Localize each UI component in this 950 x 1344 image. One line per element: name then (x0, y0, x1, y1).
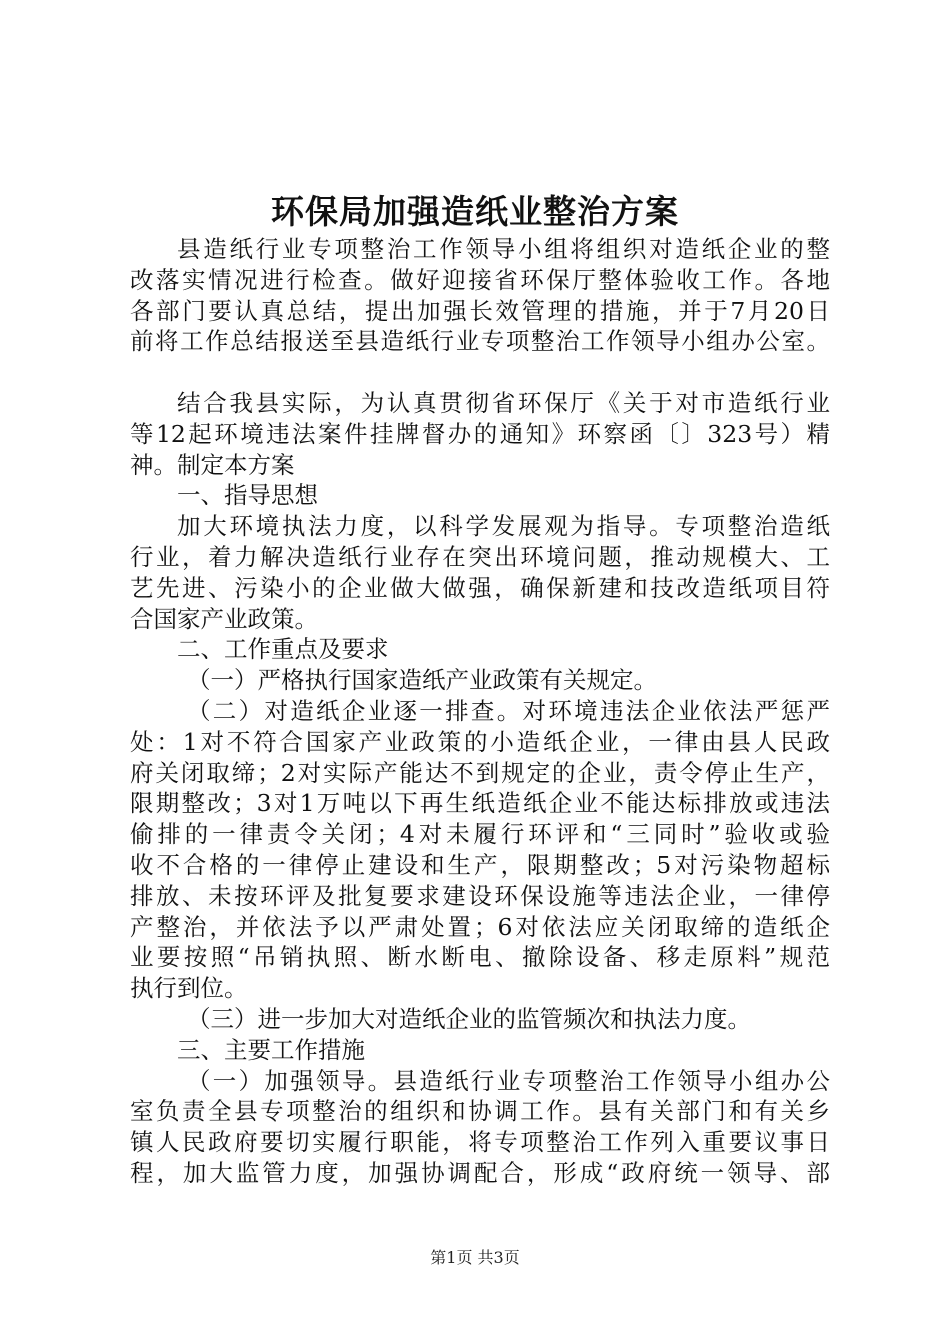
paragraph-line: 排放、未按环评及批复要求建设环保设施等违法企业，一律停 (130, 881, 830, 910)
document-body (130, 234, 830, 1189)
subsection-line: （三）进一步加大对造纸企业的监管频次和执法力度。 (187, 1004, 751, 1033)
subsection-line: （二）对造纸企业逐一排查。对环境违法企业依法严惩严 (187, 696, 830, 725)
section-heading: 三、主要工作措施 (177, 1035, 365, 1064)
document-title: 环保局加强造纸业整治方案 (271, 192, 679, 231)
paragraph-line: 艺先进、污染小的企业做大做强，确保新建和技改造纸项目符 (130, 573, 830, 602)
paragraph-line: 前将工作总结报送至县造纸行业专项整治工作领导小组办公室。 (130, 327, 830, 356)
paragraph-line: 程，加大监管力度，加强协调配合，形成“政府统一领导、部 (130, 1158, 830, 1187)
section-heading: 一、指导思想 (177, 481, 318, 510)
section-heading: 二、工作重点及要求 (177, 635, 389, 664)
subsection-line: （一）严格执行国家造纸产业政策有关规定。 (187, 666, 657, 695)
paragraph-line: 镇人民政府要切实履行职能，将专项整治工作列入重要议事日 (130, 1128, 830, 1157)
paragraph-line: 加大环境执法力度，以科学发展观为指导。专项整治造纸 (177, 512, 830, 541)
paragraph-line: 执行到位。 (130, 974, 248, 1003)
paragraph-line: 处：1对不符合国家产业政策的小造纸企业，一律由县人民政 (130, 727, 830, 756)
paragraph-line: 等12起环境违法案件挂牌督办的通知》环察函〔〕323号）精 (130, 419, 830, 448)
paragraph-line: 改落实情况进行检查。做好迎接省环保厅整体验收工作。各地 (130, 265, 830, 294)
paragraph-line: 各部门要认真总结，提出加强长效管理的措施，并于7月20日 (130, 296, 830, 325)
paragraph-line: 收不合格的一律停止建设和生产，限期整改；5对污染物超标 (130, 850, 830, 879)
paragraph-line: 限期整改；3对1万吨以下再生纸造纸企业不能达标排放或违法 (130, 789, 830, 818)
paragraph-line: 行业，着力解决造纸行业存在突出环境问题，推动规模大、工 (130, 542, 830, 571)
paragraph-line: 偷排的一律责令关闭；4对未履行环评和“三同时”验收或验 (130, 820, 830, 849)
subsection-line: （一）加强领导。县造纸行业专项整治工作领导小组办公 (187, 1066, 830, 1095)
page-number-footer: 第1页 共3页 (430, 1248, 520, 1267)
blank-line (130, 357, 830, 388)
paragraph-line: 神。制定本方案 (130, 450, 295, 479)
paragraph-line: 县造纸行业专项整治工作领导小组将组织对造纸企业的整 (177, 235, 830, 263)
paragraph-line: 业要按照“吊销执照、断水断电、撤除设备、移走原料”规范 (130, 943, 830, 972)
paragraph-line: 产整治，并依法予以严肃处置；6对依法应关闭取缔的造纸企 (130, 912, 830, 941)
paragraph-line: 府关闭取缔；2对实际产能达不到规定的企业，责令停止生产， (130, 758, 830, 787)
paragraph-line: 结合我县实际，为认真贯彻省环保厅《关于对市造纸行业 (177, 388, 830, 417)
paragraph-line: 室负责全县专项整治的组织和协调工作。县有关部门和有关乡 (130, 1097, 830, 1126)
paragraph-line: 合国家产业政策。 (130, 604, 318, 633)
